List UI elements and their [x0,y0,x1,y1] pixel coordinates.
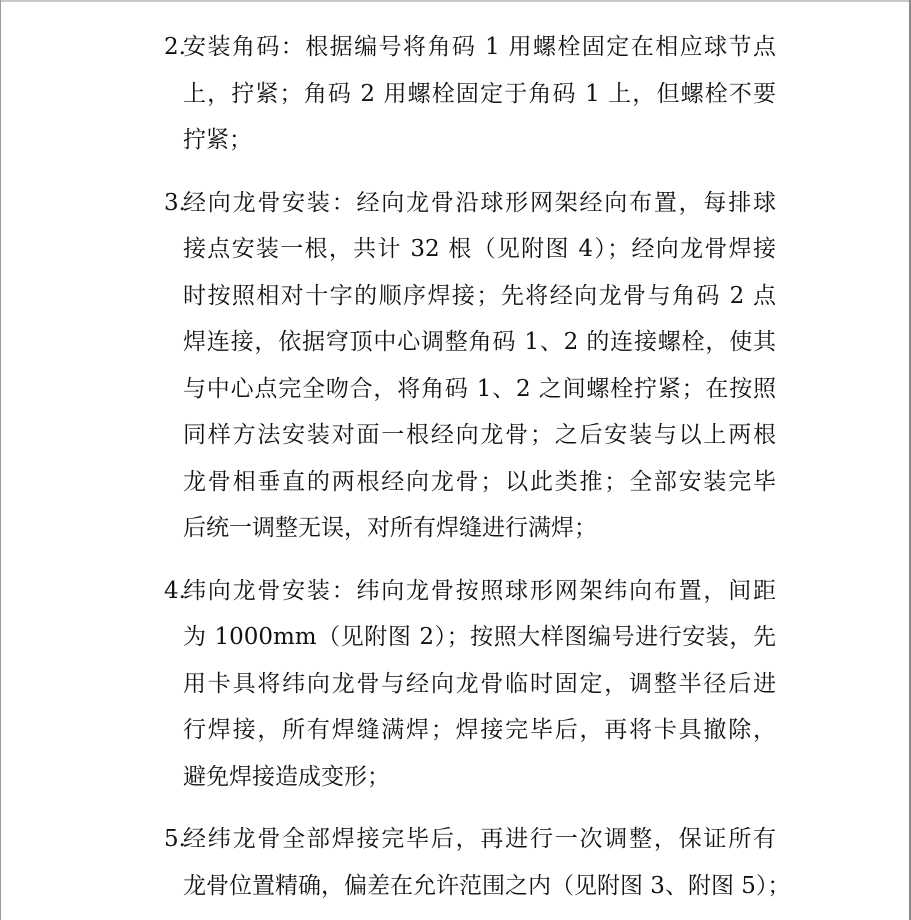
list-item-3 [164,180,776,552]
text-line: 后统一调整无误，对所有焊缝进行满焊； [183,515,597,541]
text-line: 上，拧紧；角码 2 用螺栓固定于角码 1 上，但螺栓不要 [183,80,776,107]
document-body [164,24,791,920]
text-line: 时按照相对十字的顺序焊接；先将经向龙骨与角码 2 点 [183,282,776,309]
text-line: 用卡具将纬向龙骨与经向龙骨临时固定，调整半径后进 [183,670,776,697]
text-line: 行焊接，所有焊缝满焊；焊接完毕后，再将卡具撤除， [183,717,776,743]
list-item-5 [164,816,791,909]
page-top-border [0,0,911,2]
list-item-2 [164,24,776,164]
text-line: 纬向龙骨安装：纬向龙骨按照球形网架纬向布置，间距 [183,577,776,604]
text-line: 接点安装一根，共计 32 根（见附图 4）；经向龙骨焊接 [183,236,776,262]
list-number: 4. [164,577,186,604]
text-line: 龙骨相垂直的两根经向龙骨；以此类推；全部安装完毕 [183,468,776,495]
text-line: 经纬龙骨全部焊接完毕后，再进行一次调整，保证所有 [183,826,776,852]
text-line: 为 1000mm（见附图 2）；按照大样图编号进行安装，先 [183,624,776,650]
text-line: 与中心点完全吻合，将角码 1、2 之间螺栓拧紧；在按照 [183,375,776,402]
text-line: 经向龙骨安装：经向龙骨沿球形网架经向布置，每排球 [183,189,776,216]
text-line: 拧紧； [183,127,252,153]
list-number: 3. [164,189,186,216]
list-number: 5. [164,826,186,852]
text-line: 焊连接，依据穹顶中心调整角码 1、2 的连接螺栓，使其 [183,329,776,355]
page-left-border [0,0,1,920]
text-line: 龙骨位置精确，偏差在允许范围之内（见附图 3、附图 5）； [183,872,791,899]
text-line: 安装角码：根据编号将角码 1 用螺栓固定在相应球节点 [183,34,776,60]
text-line: 避免焊接造成变形； [183,763,390,790]
text-line: 同样方法安装对面一根经向龙骨；之后安装与以上两根 [183,422,776,448]
list-number: 2. [164,34,186,60]
list-item-4 [164,568,776,801]
